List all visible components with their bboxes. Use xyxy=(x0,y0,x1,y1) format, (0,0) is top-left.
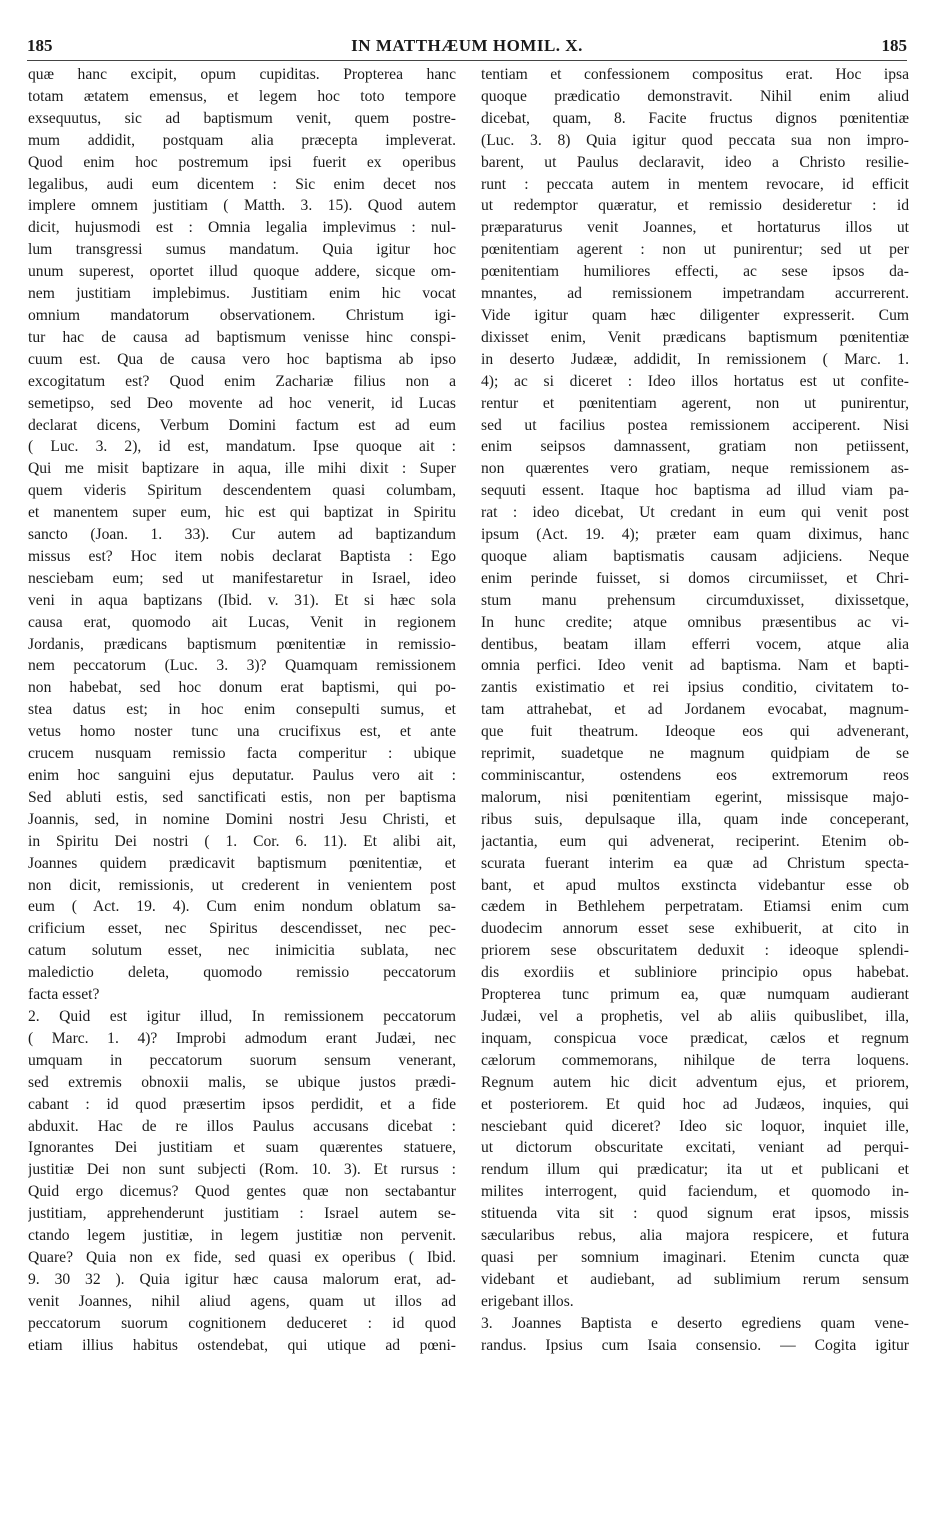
text-line: exsequutus, sic ad baptismum venit, quem postre- xyxy=(28,109,456,127)
text-line: semetipso, sed Deo movente ad hoc venerit, id Lucas xyxy=(28,394,456,412)
text-line: enim seipsos damnassent, gratiam non petiissent, xyxy=(481,438,909,456)
text-line: randus. Ipsius cum Isaia consensio. — Cogita igitur xyxy=(481,1336,909,1354)
page-number-left: 185 xyxy=(27,36,53,55)
text-line: stituenda vita sit : quod signum erat ipsos, missis xyxy=(481,1205,909,1223)
text-line: omnia perfici. Ideo venit ad baptisma. Nam et bapti- xyxy=(481,657,909,675)
text-line: catum solutum esset, nec inimicitia sublata, nec xyxy=(28,942,456,960)
running-header xyxy=(27,36,907,60)
text-line: causa erat, quomodo ait Lucas, Venit in regionem xyxy=(28,613,456,631)
text-line: et posteriorem. Et quid hoc ad Judæos, inquies, qui xyxy=(481,1095,909,1113)
text-line: Joannis, sed, in nomine Domini nostri Jesu Christi, et xyxy=(28,810,456,828)
text-line: Quare? Quia non ex fide, sed quasi ex operibus ( Ibid. xyxy=(28,1248,456,1266)
text-line: venit Joannes, nihil aliud agens, quam ut illos ad xyxy=(28,1292,456,1310)
text-line: 3. Joannes Baptista e deserto egrediens quam vene- xyxy=(481,1314,909,1332)
text-line: dixisset enim, Venit prædicans baptismum pœnitentiæ xyxy=(481,328,909,346)
text-line: declarat dicens, Verbum Domini factum est ad eum xyxy=(28,416,456,434)
text-line: quæ hanc excipit, opum cupiditas. Propterea hanc xyxy=(28,66,456,83)
text-line: stum manu prehensum circumduxisset, dixissetque, xyxy=(481,591,909,609)
text-line: rat : ideo dicebat, Ut credant in eum qui venit post xyxy=(481,504,909,522)
text-line: enim hoc sanguini ejus deputatur. Paulus vero ait : xyxy=(28,767,456,784)
text-line: peccatorum suorum cognitionem deduceret : id quod xyxy=(28,1314,456,1332)
text-line: malorum, nisi pœnitentiam egerint, missisque majo- xyxy=(481,788,909,806)
text-line: omnium mandatorum observationem. Christum igi- xyxy=(28,306,456,324)
text-line: sed ut facilius postea remissionem acciperent. Nisi xyxy=(481,416,909,434)
text-line: pœnitentiam agerent : non ut punirentur; sed ut per xyxy=(481,241,909,259)
text-line: eum ( Act. 19. 4). Cum enim nondum oblatum sa- xyxy=(28,898,456,916)
text-line: ribus suis, depulsaque illa, quam inde conceperant, xyxy=(481,810,909,828)
header-rule xyxy=(27,60,907,61)
text-line: missus est? Hoc item nobis declarat Baptista : Ego xyxy=(28,547,456,565)
text-column-left xyxy=(28,64,456,1356)
text-line: Propterea tunc primum ea, quæ numquam audierant xyxy=(481,986,909,1004)
text-line: abduxit. Hac de re illos Paulus accusans dicebat : xyxy=(28,1117,456,1135)
text-line: 4); ac si diceret : Ideo illos hortatus est ut confite- xyxy=(481,372,909,390)
text-line: ctando legem justitiæ, in legem justitiæ non pervenit. xyxy=(28,1227,456,1245)
text-line: præparaturus venit Joannes, et hortaturus illos ut xyxy=(481,219,909,237)
text-line: tam attrahebat, et ad Jordanem evocabat, magnum- xyxy=(481,701,909,719)
text-line: barent, ut Paulus declaravit, ideo a Christo resilie- xyxy=(481,153,909,171)
text-line: umquam in peccatorum suorum sensum venerant, xyxy=(28,1051,456,1069)
text-line: pœnitentiam humiliores effecti, ac sese ipsos da- xyxy=(481,263,909,281)
text-line: tentiam et confessionem compositus erat. Hoc ipsa xyxy=(481,66,909,83)
text-line: comminiscantur, ostendens eos extremorum reos xyxy=(481,767,909,784)
text-line: priorem sese obscuritatem deduxit : ideoque splendi- xyxy=(481,942,909,960)
text-line: veni in aqua baptizans (Ibid. v. 31). Et si hæc sola xyxy=(28,591,456,609)
text-line: ut redemptor quæratur, et remissio desideretur : id xyxy=(481,197,909,215)
text-line: cabant : id quod præsertim ipsos perdidit, et a fide xyxy=(28,1095,456,1113)
text-line: ( Luc. 3. 2), id est, mandatum. Ipse quoque ait : xyxy=(28,438,456,456)
text-line: inquam, conspicua voce prædicat, cælos et regnum xyxy=(481,1029,909,1047)
text-line: etiam illius habitus ostendebat, qui utique ad pœni- xyxy=(28,1336,456,1354)
text-line: zantis existimatio et rei ipsius conditio, civitatem to- xyxy=(481,679,909,697)
text-line: stea datus est; in hoc enim consepulti sumus, et xyxy=(28,701,456,719)
text-line: justitiæ Dei non sunt subjecti (Rom. 10. 3). Et rursus : xyxy=(28,1161,456,1179)
text-line: totam ætatem emensus, et legem hoc toto tempore xyxy=(28,87,456,105)
text-line: crificium esset, nec Spiritus descendisset, nec pec- xyxy=(28,920,456,938)
text-line: jactantia, eum qui advenerat, reciperint. Etenim ob- xyxy=(481,832,909,850)
text-column-right xyxy=(481,64,909,1356)
text-line: 2. Quid est igitur illud, In remissionem peccatorum xyxy=(28,1007,456,1025)
text-line: tur hac de causa ad baptismum venisse hinc conspi- xyxy=(28,328,456,346)
text-line: non habebat, sed hoc donum erat baptismi, qui po- xyxy=(28,679,456,697)
text-line: scurata fuerant interim ea quæ ad Christum specta- xyxy=(481,854,909,872)
text-line: rendum illum qui prædicatur; ita ut et publicani et xyxy=(481,1161,909,1179)
text-line: Sed abluti estis, sed sanctificati estis, non per baptisma xyxy=(28,788,456,806)
text-line: facta esset? xyxy=(28,986,100,1004)
text-line: sequuti essent. Itaque hoc baptisma ad illud viam pa- xyxy=(481,482,909,500)
text-line: non dicit, remissionis, ut crederent in venientem post xyxy=(28,876,456,894)
text-line: mum addidit, postquam alia præcepta impleverat. xyxy=(28,131,456,149)
text-line: Judæi, vel a prophetis, vel ab aliis quibuslibet, illa, xyxy=(481,1007,909,1025)
text-line: Qui me misit baptizare in aqua, ille mihi dixit : Super xyxy=(28,460,456,478)
text-line: cædem in Bethlehem perpetratam. Etiamsi enim cum xyxy=(481,898,909,916)
text-line: ( Marc. 1. 4)? Improbi admodum erant Judæi, nec xyxy=(28,1029,456,1047)
text-line: videbant et audiebant, ad sublimium rerum sensum xyxy=(481,1270,909,1288)
text-line: justitiam, apprehenderunt justitiam : Israel autem se- xyxy=(28,1205,456,1223)
text-line: duodecim annorum esset sese exhibuerit, at cito in xyxy=(481,920,909,938)
text-line: legalibus, audi eum dicentem : Sic enim decet nos xyxy=(28,175,456,193)
text-line: cælorum commemorans, nihilque de terra loquens. xyxy=(481,1051,909,1069)
text-line: nem peccatorum (Luc. 3. 3)? Quamquam remissionem xyxy=(28,657,456,675)
text-line: dentibus, beatam illam efferri vocem, atque alia xyxy=(481,635,909,653)
text-line: In hunc credite; atque omnibus præsentibus ac vi- xyxy=(481,613,909,631)
text-line: quasi per somnium imaginari. Etenim cuncta quæ xyxy=(481,1248,909,1266)
text-line: sancto (Joan. 1. 33). Cur autem ad baptizandum xyxy=(28,526,456,544)
text-line: dis exordiis et subliniore principio opus habebat. xyxy=(481,964,909,982)
text-line: in deserto Judææ, addidit, In remissionem ( Marc. 1. xyxy=(481,350,909,368)
text-line: bant, et apud multos exstincta videbantur esse ob xyxy=(481,876,909,894)
text-line: sed extremis obnoxii malis, se ubique justos prædi- xyxy=(28,1073,456,1091)
text-line: unum superest, oportet illud quoque addere, sicque om- xyxy=(28,263,456,281)
text-line: Jordanis, prædicans baptismum pœnitentiæ in remissio- xyxy=(28,635,456,653)
running-title: IN MATTHÆUM HOMIL. X. xyxy=(351,36,583,55)
text-line: in Spiritu Dei nostri ( 1. Cor. 6. 11). Et alibi ait, xyxy=(28,832,456,850)
text-line: nesciebant quid diceret? Ideo sic loquor, inquiet ille, xyxy=(481,1117,909,1135)
text-line: (Luc. 3. 8) Quia igitur quod peccata sua non impro- xyxy=(481,131,909,149)
text-line: Vide igitur quam hæc diligenter expresserit. Cum xyxy=(481,306,909,324)
text-line: Regnum autem hic dicit adventum ejus, et priorem, xyxy=(481,1073,909,1091)
text-line: 9. 30 32 ). Quia igitur hæc causa malorum erat, ad- xyxy=(28,1270,456,1288)
text-line: nem justitiam implebimus. Justitiam enim hic vocat xyxy=(28,285,456,303)
text-line: dicebat, quam, 8. Facite fructus dignos pœnitentiæ xyxy=(481,109,909,127)
text-line: runt : peccata autem in mentem revocare, id efficit xyxy=(481,175,909,193)
text-line: maledictio deleta, quomodo remissio peccatorum xyxy=(28,964,456,982)
text-line: erigebant illos. xyxy=(481,1292,574,1310)
text-line: nesciebam eum; sed ut manifestaretur in Israel, ideo xyxy=(28,569,456,587)
text-line: sæcularibus rebus, alia majora respicere, et futura xyxy=(481,1227,909,1245)
text-line: reprimit, suadetque ne magnum quidpiam de se xyxy=(481,745,909,763)
text-line: vetus homo noster tunc una crucifixus est, et ante xyxy=(28,723,456,741)
text-line: quoque aliam baptismatis causam adjiciens. Neque xyxy=(481,547,909,565)
text-line: ipsum (Act. 19. 4); præter eam quam diximus, hanc xyxy=(481,526,909,544)
text-line: ut dictorum obscuritate excitati, veniant ad perqui- xyxy=(481,1139,909,1157)
text-line: Ignorantes Dei justitiam et suam quærentes statuere, xyxy=(28,1139,456,1157)
text-line: mnantes, ad remissionem impetrandam accurrerent. xyxy=(481,285,909,303)
text-line: que fuit theatrum. Ideoque eos qui advenerant, xyxy=(481,723,909,741)
text-line: enim perinde fuisset, si domos circumiisset, et Chri- xyxy=(481,569,909,587)
text-line: non quærentes vero gratiam, neque remissionem as- xyxy=(481,460,909,478)
text-line: dicit, hujusmodi est : Omnia legalia implevimus : nul- xyxy=(28,219,456,237)
text-line: et manentem super eum, hic est qui baptizat in Spiritu xyxy=(28,504,456,522)
text-line: implere omnem justitiam ( Matth. 3. 15). Quod autem xyxy=(28,197,456,215)
text-line: cuum est. Qua de causa vero hoc baptisma ab ipso xyxy=(28,350,456,368)
text-line: crucem nusquam remissio facta comperitur : ubique xyxy=(28,745,456,763)
text-line: excogitatum est? Quod enim Zachariæ filius non a xyxy=(28,372,456,390)
text-line: Quid ergo dicemus? Quod gentes quæ non sectabantur xyxy=(28,1183,456,1201)
text-line: Joannes quidem prædicavit baptismum pœnitentiæ, et xyxy=(28,854,456,872)
text-line: Quod enim hoc postremum ipsi fuerit ex operibus xyxy=(28,153,456,171)
text-line: quoque prædicatio demonstravit. Nihil enim aliud xyxy=(481,87,909,105)
page-number-right: 185 xyxy=(881,36,907,55)
text-line: quem videris Spiritum descendentem quasi columbam, xyxy=(28,482,456,500)
text-line: milites interrogent, quid faciendum, et quomodo in- xyxy=(481,1183,909,1201)
text-line: rentur et pœnitentiam agerent, non ut punirentur, xyxy=(481,394,909,412)
text-line: lum transgressi sumus mandatum. Quia igitur hoc xyxy=(28,241,456,259)
